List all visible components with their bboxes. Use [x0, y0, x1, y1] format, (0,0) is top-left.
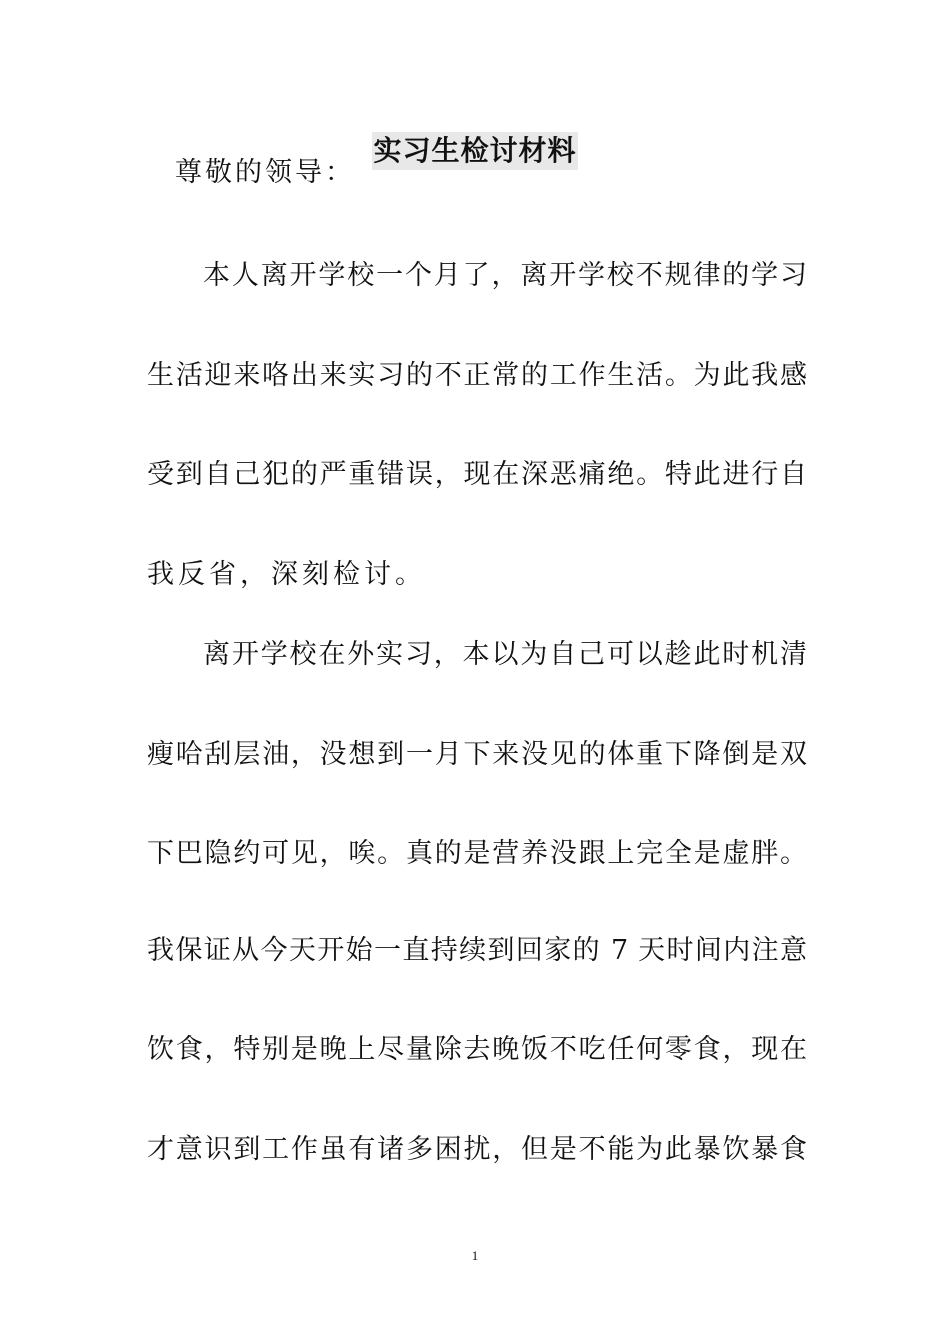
paragraph-line: 下巴隐约可见，唉。真的是营养没跟上完全是虚胖。 — [147, 838, 807, 869]
paragraph-line: 本人离开学校一个月了，离开学校不规律的学习 — [203, 260, 807, 291]
paragraph-line: 才意识到工作虽有诸多困扰，但是不能为此暴饮暴食 — [147, 1134, 807, 1165]
paragraph-line: 我反省，深刻检讨。 — [147, 559, 426, 590]
document-title-text: 实习生检讨材料 — [372, 132, 577, 170]
document-title — [0, 130, 950, 170]
paragraph-line: 受到自己犯的严重错误，现在深恶痛绝。特此进行自 — [147, 459, 807, 490]
salutation: 尊敬的领导： — [175, 157, 355, 188]
paragraph-line: 瘦哈刮层油，没想到一月下来没见的体重下降倒是双 — [147, 739, 807, 770]
paragraph-line: 我保证从今天开始一直持续到回家的 7 天时间内注意 — [147, 935, 807, 966]
paragraph-line: 离开学校在外实习，本以为自己可以趁此时机清 — [203, 639, 807, 670]
paragraph-line: 生活迎来咯出来实习的不正常的工作生活。为此我感 — [147, 360, 807, 391]
paragraph-line: 饮食，特别是晚上尽量除去晚饭不吃任何零食，现在 — [147, 1034, 807, 1065]
page-number: 1 — [471, 1248, 479, 1263]
